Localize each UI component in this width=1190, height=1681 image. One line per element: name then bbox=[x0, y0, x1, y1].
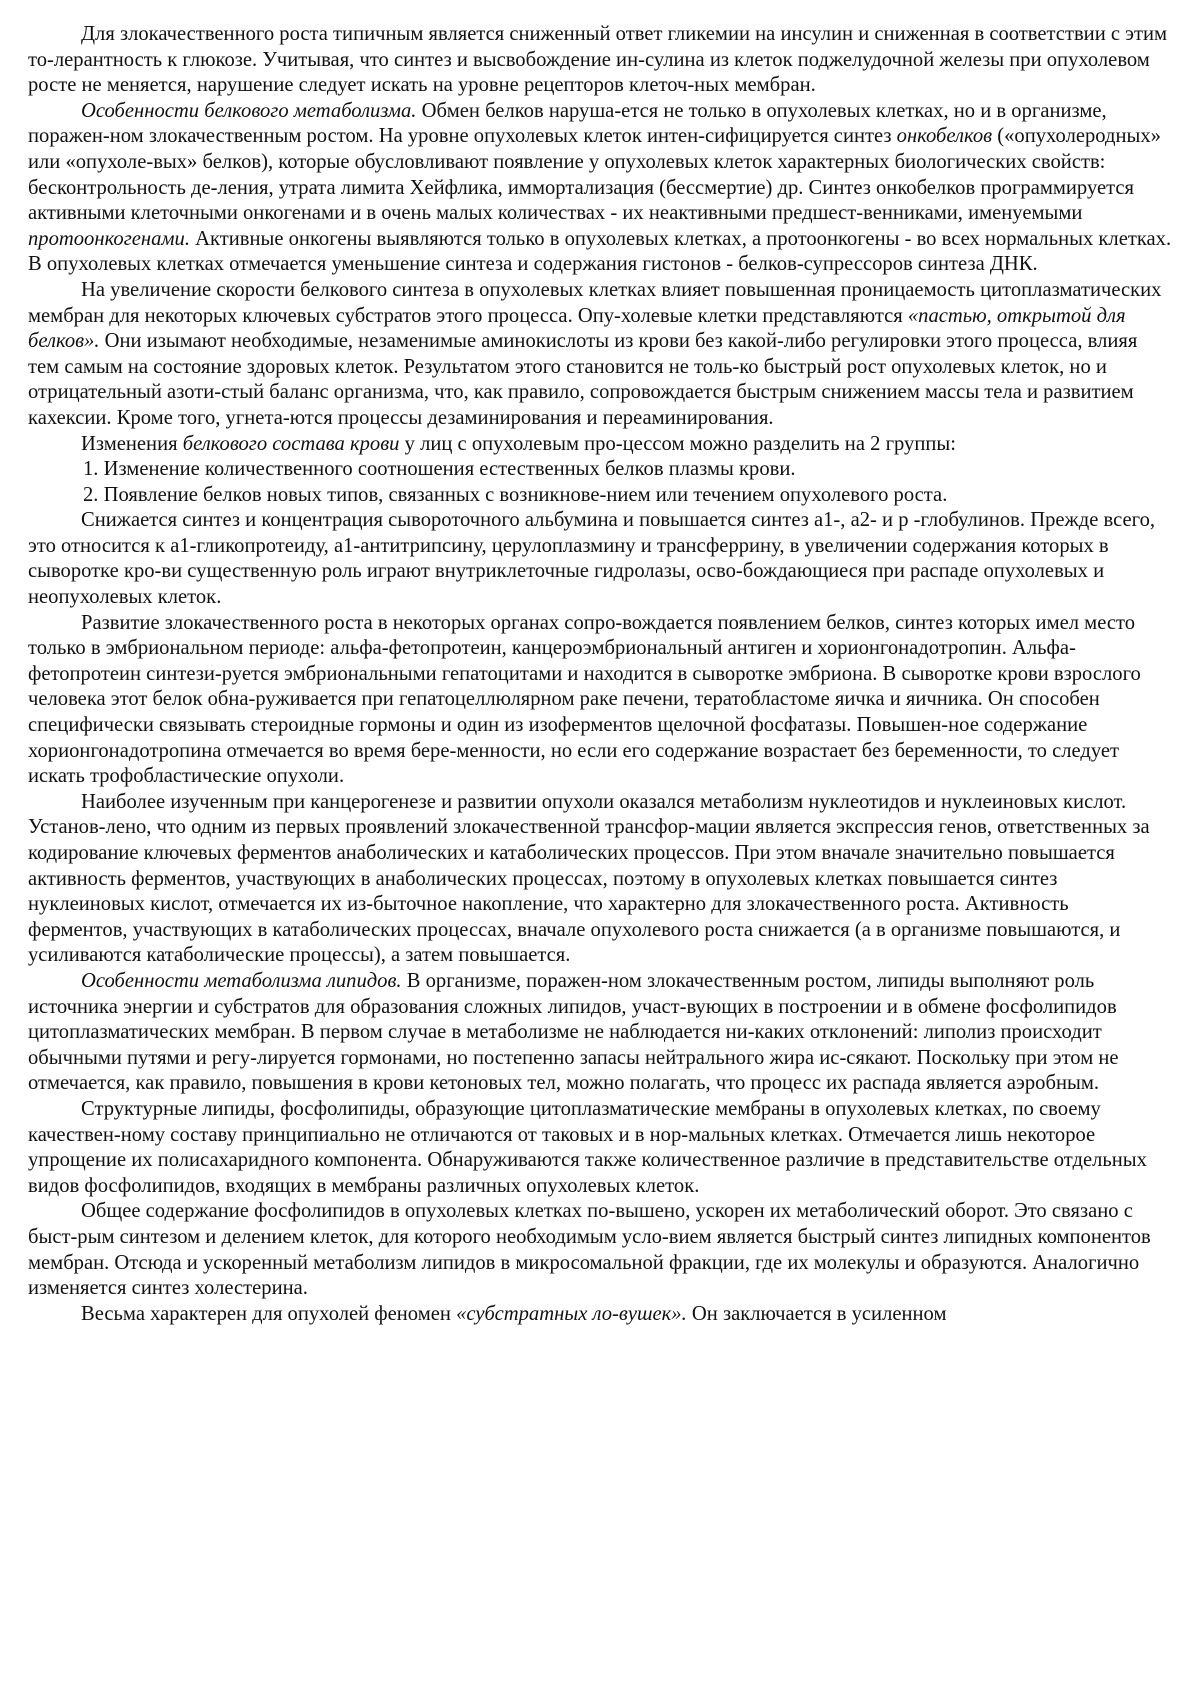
paragraph-text: Наиболее изученным при канцерогенезе и развитии опухоли оказался метаболизм нуклеотидов и нуклеиновых кислот. Установ-лено, что одним из первых проявлений злокачественной трансфор-мации является экспрессия генов, ответственных за кодирование ключевых ферментов анаболических и катаболических процессов. При этом вначале значительно повышается активность ферментов, участвующих в анаболических процессах, поэтому в опухолевых клетках повышается синтез нуклеиновых кислот, отмечается их из-быточное накопление, что характерно для злокачественного роста. Активность ферментов, участвующих в катаболических процессах, вначале опухолевого роста снижается (а в организме повышаются, и усиливаются катаболические процессы), а затем повышается. bbox=[28, 790, 1150, 967]
term-protooncogenes: протоонкогенами. bbox=[28, 227, 190, 250]
paragraph-text: у лиц с опухолевым про-цессом можно разделить на 2 группы: bbox=[399, 432, 956, 455]
term-blood-protein-composition: белкового состава крови bbox=[182, 432, 400, 455]
quote-protein-trap: «пастью, открытой для белков». bbox=[28, 304, 1126, 353]
section-heading-protein-metabolism: Особенности белкового метаболизма. bbox=[81, 99, 417, 122]
paragraph-embryonic-proteins bbox=[28, 611, 1172, 790]
paragraph-text: Изменения bbox=[81, 432, 183, 455]
paragraph-text: Он заключается в усиленном bbox=[686, 1302, 947, 1325]
paragraph-text: На увеличение скорости белкового синтеза в опухолевых клетках влияет повышенная проницаемость цитоплазматических мембран для некоторых ключевых субстратов этого процесса. Опу-холевые клетки представляются bbox=[28, 278, 1162, 327]
paragraph-albumin bbox=[28, 508, 1172, 610]
paragraph-text: Общее содержание фосфолипидов в опухолевых клетках по-вышено, ускорен их метаболический оборот. Это связано с быст-рым синтезом и делением клеток, для которого необходимым усло-вием является быстрый синтез липидных компонентов мембран. Отсюда и ускоренный метаболизм липидов в микросомальной фракции, где их молекулы и образуются. Аналогично изменяется синтез холестерина. bbox=[28, 1200, 1151, 1300]
paragraph-protein-synthesis bbox=[28, 278, 1172, 432]
paragraph-text: Обмен белков наруша-ется не только в опухолевых клетках, но и в организме, поражен-ном злокачественным ростом. На уровне опухолевых клеток интен-сифицируется синтез bbox=[28, 99, 1107, 148]
term-oncoproteins: онкобелков bbox=[896, 125, 993, 148]
document-page bbox=[28, 22, 1172, 1327]
paragraph-text: Весьма характерен для опухолей феномен bbox=[81, 1302, 457, 1325]
section-heading-lipid-metabolism: Особенности метаболизма липидов. bbox=[81, 969, 402, 992]
paragraph-text: («опухолеродных» или «опухоле-вых» белков), которые обусловливают появление у опухолевых клеток характерных биологических свойств: бесконтрольность де-ления, утрата лимита Хейфлика, иммортализация (бессмертие) др. Синтез онкобелков программируется активными клеточными онкогенами и в очень малых количествах - их неактивными предшест-венниками, именуемыми bbox=[28, 125, 1161, 225]
paragraph-substrate-traps bbox=[28, 1302, 1172, 1328]
paragraph-text: Развитие злокачественного роста в некоторых органах сопро-вождается появлением белков, синтез которых имел место только в эмбриональном периоде: альфа-фетопротеин, канцероэмбриональный антиген и хорионгонадотропин. Альфа-фетопротеин синтези-руется эмбриональными гепатоцитами и находится в сыворотке эмбриона. В сыворотке крови взрослого человека этот белок обна-руживается при гепатоцеллюлярном раке печени, тератобластоме яичка и яичника. Он способен специфически связывать стероидные гормоны и один из изоферментов щелочной фосфатазы. Повышен-ное содержание хорионгонадотропина отмечается во время бере-менности, но если его содержание возрастает без беременности, то следует искать трофобластические опухоли. bbox=[28, 611, 1141, 788]
list-item-text: 1. Изменение количественного соотношения естественных белков плазмы крови. bbox=[83, 458, 796, 481]
paragraph-blood-protein bbox=[28, 432, 1172, 458]
paragraph-protein-metabolism bbox=[28, 99, 1172, 278]
paragraph-text: Снижается синтез и концентрация сывороточного альбумина и повышается синтез а1-, а2- и р -глобулинов. Прежде всего, это относится к а1-гликопротеиду, а1-антитрипсину, церулоплазмину и трансферрину, в увеличении содержания которых в сыворотке кро-ви существенную роль играют внутриклеточные гидролазы, осво-бождающиеся при распаде опухолевых и неопухолевых клеток. bbox=[28, 509, 1156, 609]
quote-substrate-traps: «субстратных ло-вушек». bbox=[456, 1302, 687, 1325]
list-item-text: 2. Появление белков новых типов, связанных с возникнове-нием или течением опухолевого роста. bbox=[83, 483, 948, 506]
paragraph-structural-lipids bbox=[28, 1097, 1172, 1199]
paragraph-text: Они изымают необходимые, незаменимые аминокислоты из крови без какой-либо регулировки этого процесса, влияя тем самым на состояние здоровых клеток. Результатом этого становится не толь-ко быстрый рост опухолевых клеток, но и отрицательный азоти-стый баланс организма, что, как правило, сопровождается быстрым снижением массы тела и развитием кахексии. Кроме того, угнета-ются процессы дезаминирования и переаминирования. bbox=[28, 330, 1138, 429]
paragraph-phospholipids bbox=[28, 1199, 1172, 1301]
paragraph-nucleotides bbox=[28, 790, 1172, 969]
paragraph-lipid-metabolism bbox=[28, 969, 1172, 1097]
paragraph-text: Для злокачественного роста типичным является сниженный ответ гликемии на инсулин и сниженная в соответствии с этим то-лерантность к глюкозе. Учитывая, что синтез и высвобождение ин-сулина из клеток поджелудочной железы при опухолевом росте не меняется, нарушение следует искать на уровне рецепторов клеточ-ных мембран. bbox=[28, 23, 1168, 97]
paragraph-text: Структурные липиды, фосфолипиды, образующие цитоплазматические мембраны в опухолевых клетках, по своему качествен-ному составу принципиально не отличаются от таковых и в нор-мальных клетках. Отмечается лишь некоторое упрощение их полисахаридного компонента. Обнаруживаются также количественное различие в представительстве отдельных видов фосфолипидов, входящих в мембраны различных опухолевых клеток. bbox=[28, 1097, 1147, 1197]
paragraph-text: Активные онкогены выявляются только в опухолевых клетках, а протоонкогены - во всех нормальных клетках. В опухолевых клетках отмечается уменьшение синтеза и содержания гистонов - белков-супрессоров синтеза ДНК. bbox=[28, 227, 1172, 276]
list-item-2 bbox=[28, 483, 1172, 509]
paragraph-glycemia bbox=[28, 22, 1172, 99]
list-item-1 bbox=[28, 457, 1172, 483]
paragraph-text: В организме, поражен-ном злокачественным ростом, липиды выполняют роль источника энергии и субстратов для образования сложных липидов, участ-вующих в построении и в обмене фосфолипидов цитоплазматических мембран. В первом случае в метаболизме не наблюдается ни-каких отклонений: липолиз происходит обычными путями и регу-лируется гормонами, но постепенно запасы нейтрального жира ис-сякают. Поскольку при этом не отмечается, как правило, повышения в крови кетоновых тел, можно полагать, что процесс их распада является аэробным. bbox=[28, 969, 1119, 1095]
